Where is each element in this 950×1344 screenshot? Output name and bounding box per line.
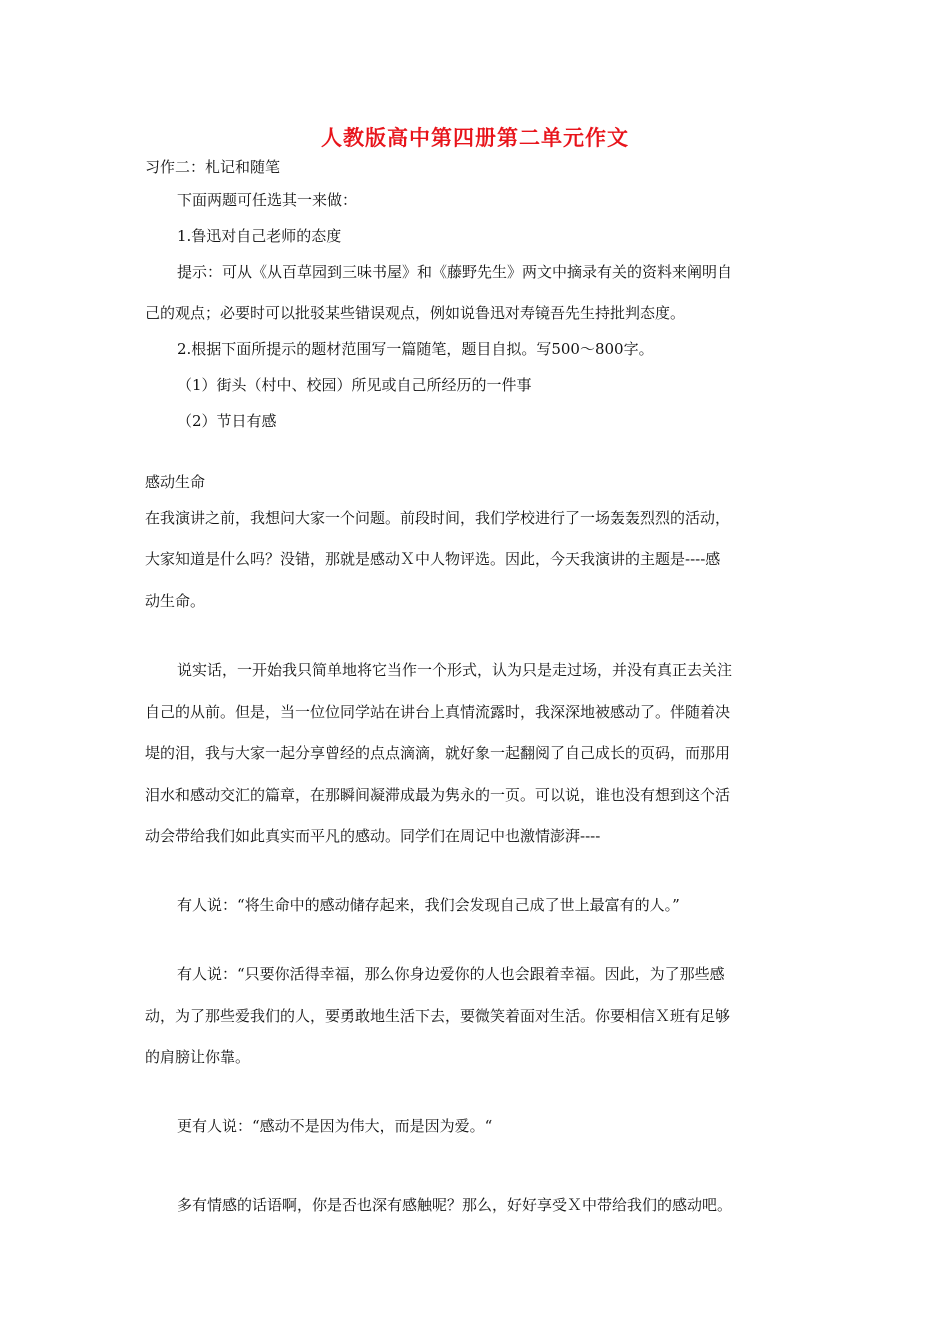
essay-paragraph-4-line: 的肩膀让你靠。 xyxy=(145,1048,251,1066)
essay-paragraph-1-line: 在我演讲之前，我想问大家一个问题。前段时间，我们学校进行了一场轰轰烈烈的活动， xyxy=(145,509,731,527)
essay-paragraph-2-line: 自己的从前。但是，当一位位同学站在讲台上真情流露时，我深深地被感动了。伴随着决 xyxy=(145,703,731,721)
essay-paragraph-5: 更有人说：“感动不是因为伟大，而是因为爱。“ xyxy=(177,1117,493,1135)
essay-paragraph-1-line: 动生命。 xyxy=(145,592,206,610)
essay-paragraph-4-line: 动，为了那些爱我们的人，要勇敢地生活下去，要微笑着面对生活。你要相信Ｘ班有足够 xyxy=(145,1007,731,1025)
question-2: 2.根据下面所提示的题材范围写一篇随笔，题目自拟。写500～800字。 xyxy=(177,340,654,358)
hint-line-2: 己的观点；必要时可以批驳某些错误观点，例如说鲁迅对寿镜吾先生持批判态度。 xyxy=(145,304,686,322)
essay-paragraph-2-line: 说实话，一开始我只简单地将它当作一个形式，认为只是走过场，并没有真正去关注 xyxy=(177,661,733,679)
document-title: 人教版高中第四册第二单元作文 xyxy=(321,125,629,150)
essay-paragraph-2-line: 动会带给我们如此真实而平凡的感动。同学们在周记中也激情澎湃---- xyxy=(145,827,601,845)
essay-paragraph-2-line: 堤的泪，我与大家一起分享曾经的点点滴滴，就好象一起翻阅了自己成长的页码，而那用 xyxy=(145,744,731,762)
hint-line-1: 提示：可从《从百草园到三味书屋》和《藤野先生》两文中摘录有关的资料来阐明自 xyxy=(177,263,733,281)
essay-paragraph-6: 多有情感的话语啊，你是否也深有感触呢？那么，好好享受Ｘ中带给我们的感动吧。 xyxy=(177,1196,733,1214)
question-2-option-1: （1）街头（村中、校园）所见或自己所经历的一件事 xyxy=(177,376,532,394)
essay-paragraph-1-line: 大家知道是什么吗？没错，那就是感动Ｘ中人物评选。因此，今天我演讲的主题是----感 xyxy=(145,550,721,568)
question-2-option-2: （2）节日有感 xyxy=(177,412,277,430)
exercise-heading: 习作二：札记和随笔 xyxy=(145,158,281,176)
question-1: 1.鲁迅对自己老师的态度 xyxy=(177,227,342,245)
exercise-intro: 下面两题可任选其一来做： xyxy=(177,191,358,209)
essay-paragraph-3: 有人说：“将生命中的感动储存起来，我们会发现自己成了世上最富有的人。” xyxy=(177,896,680,914)
essay-paragraph-2-line: 泪水和感动交汇的篇章，在那瞬间凝滞成最为隽永的一页。可以说，谁也没有想到这个活 xyxy=(145,786,731,804)
essay-paragraph-4-line: 有人说：“只要你活得幸福，那么你身边爱你的人也会跟着幸福。因此，为了那些感 xyxy=(177,965,725,983)
essay-title: 感动生命 xyxy=(145,473,206,491)
